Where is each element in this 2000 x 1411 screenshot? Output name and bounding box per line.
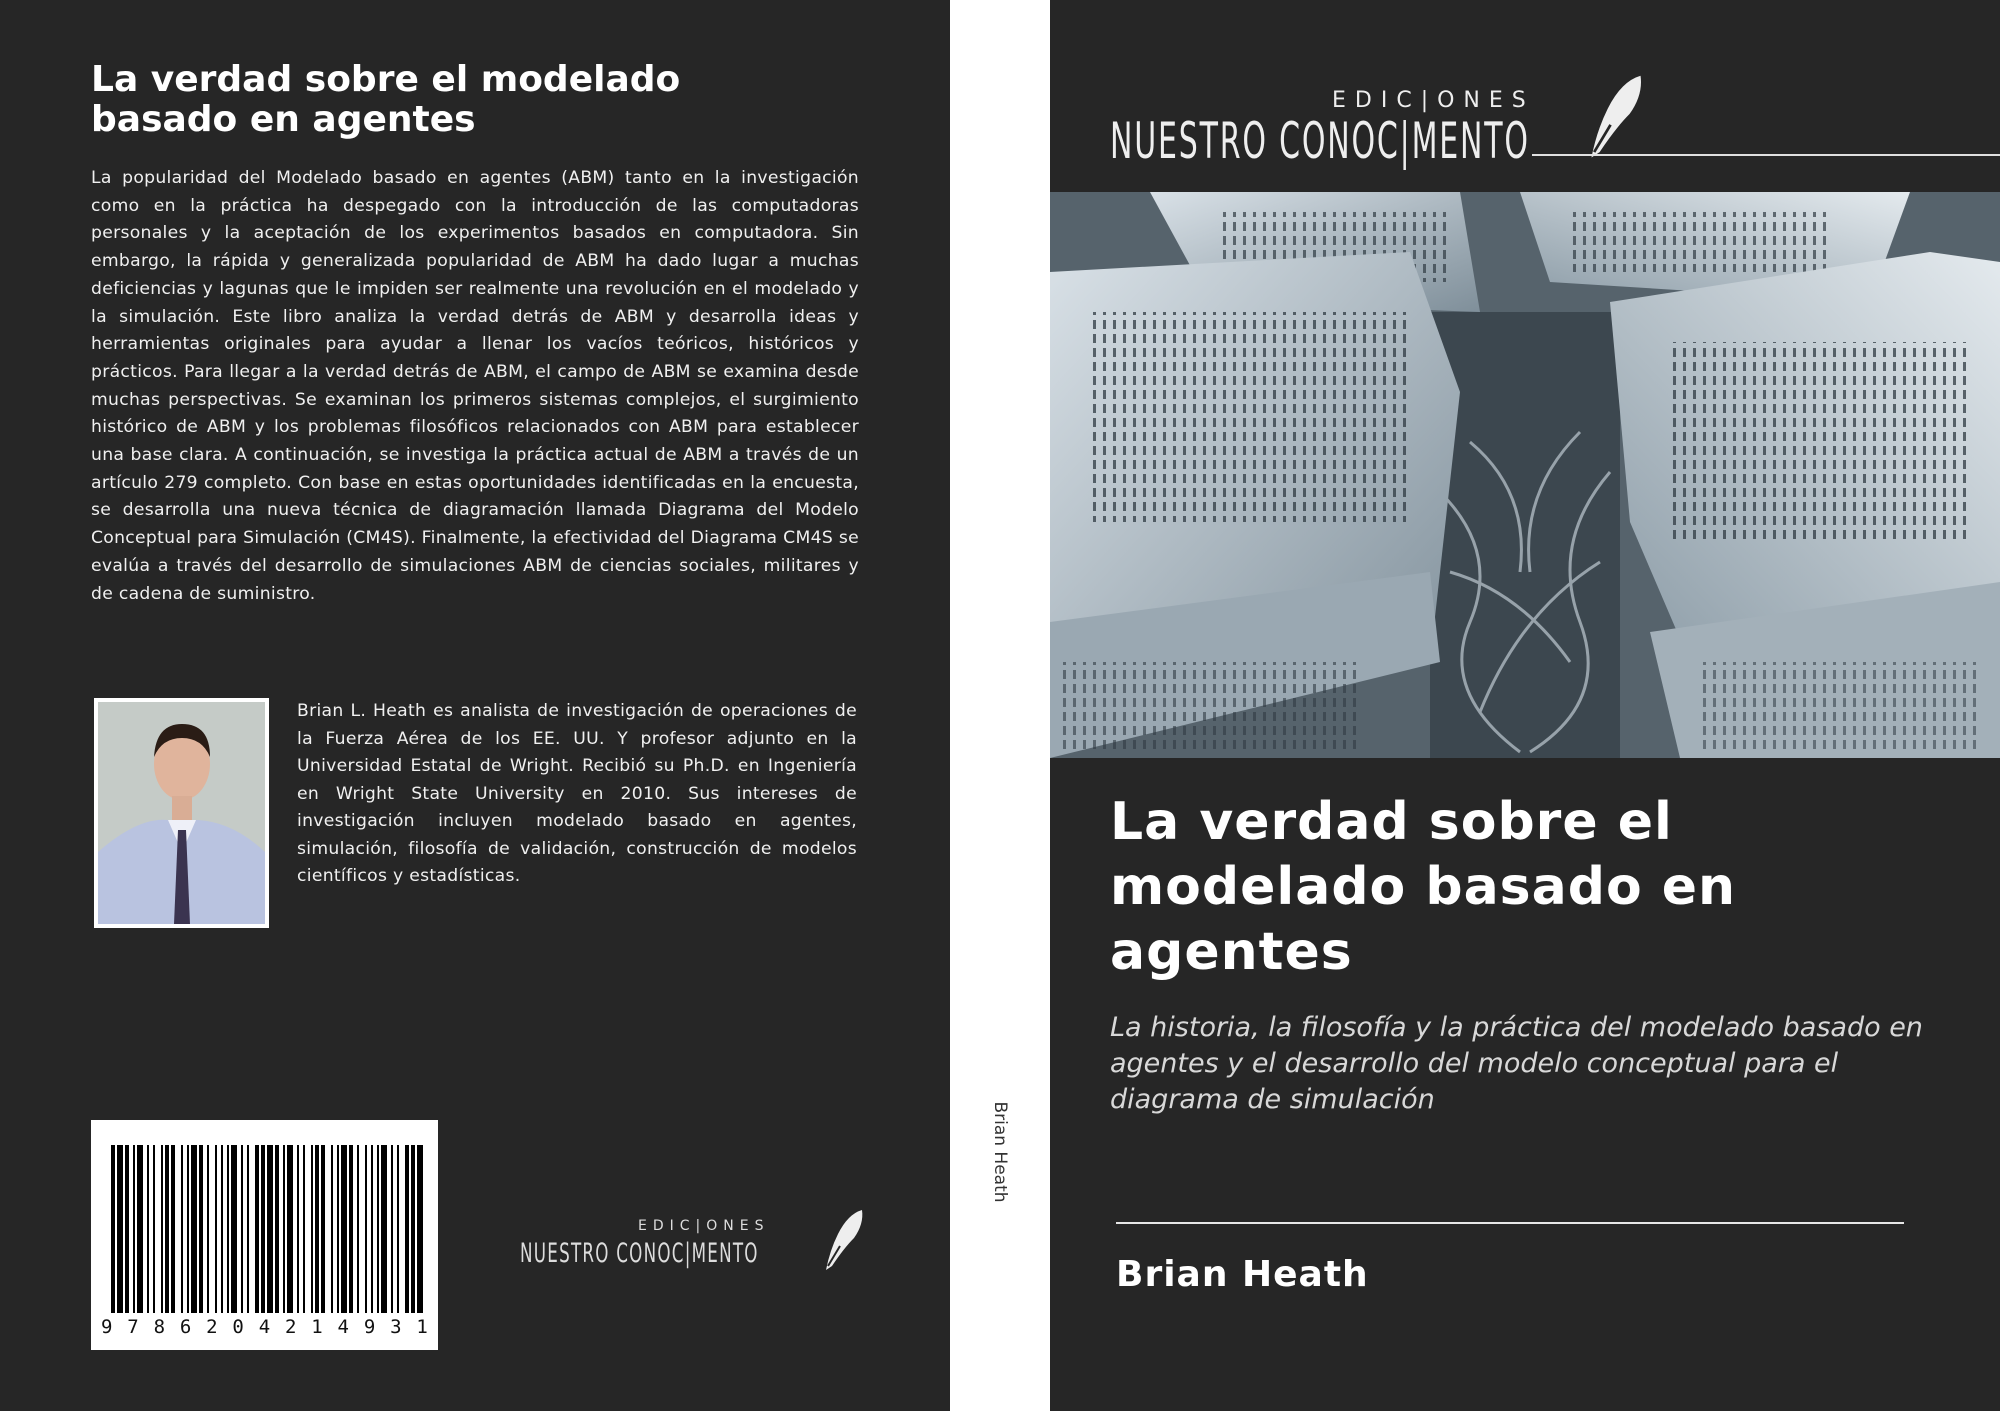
publisher-line1: EDIC|ONES xyxy=(638,1218,770,1234)
front-cover xyxy=(1050,0,2000,1411)
publisher-line2: NUESTRO CONOC|MENTO xyxy=(520,1238,759,1269)
back-cover-blurb: La popularidad del Modelado basado en agentes (ABM) tanto en la investigación como en la práctica ha despegado con la introducción de las computadoras personales y la aceptación de los experimentos basados en computadora. Sin embargo, la rápida y generalizada popularidad de ABM ha dado lugar a muchas deficiencias y lagunas que le impiden ser realmente una revolución en el modelado y la simulación. Este libro analiza la verdad detrás de ABM y desarrolla ideas y herramientas originales para ayudar a llenar los vacíos teóricos, históricos y prácticos. Para llegar a la verdad detrás de ABM, el campo de ABM se examina desde muchas perspectivas. Se examinan los primeros sistemas complejos, el surgimiento histórico de ABM y los problemas filosóficos relacionados con ABM para establecer una base clara. A continuación, se investiga la práctica actual de ABM a través de un artículo 279 completo. Con base en estas oportunidades identificadas en la encuesta, se desarrolla una nueva técnica de diagramación llamada Diagrama del Modelo Conceptual para Simulación (CM4S). Finalmente, la efectividad del Diagrama CM4S se evalúa a través del desarrollo de simulaciones ABM de ciencias sociales, militares y de cadena de suministro. xyxy=(91,168,859,604)
publisher-line1: EDIC|ONES xyxy=(1332,88,1535,113)
isbn-digit: 2 xyxy=(206,1316,218,1338)
isbn-digit: 1 xyxy=(416,1316,428,1338)
author-photo xyxy=(94,698,269,928)
cover-image-computers xyxy=(1050,192,2000,758)
isbn-digit: 8 xyxy=(153,1316,166,1338)
barcode-icon xyxy=(91,1120,438,1320)
isbn-digit: 9 xyxy=(363,1316,376,1338)
front-cover-title: La verdad sobre el modelado basado en agentes xyxy=(1110,792,1737,982)
isbn-digit: 4 xyxy=(258,1316,271,1338)
fountain-pen-nib-icon xyxy=(1586,72,1646,164)
isbn-digit: 0 xyxy=(232,1316,244,1338)
isbn-digit: 2 xyxy=(284,1316,297,1338)
publisher-line2: NUESTRO CONOC|MENTO xyxy=(1110,112,1530,170)
computer-monitors-image xyxy=(1050,192,2000,758)
author-rule xyxy=(1116,1222,1904,1224)
back-cover xyxy=(0,0,950,1411)
fountain-pen-nib-icon xyxy=(822,1208,866,1274)
isbn-digit: 9 xyxy=(101,1316,113,1338)
back-cover-title: La verdad sobre el modelado basado en agentes xyxy=(91,59,681,140)
isbn-digits xyxy=(91,1316,438,1344)
author-bio: Brian L. Heath es analista de investigación de operaciones de la Fuerza Aérea de los EE. UU. Y profesor adjunto en la Universidad Estatal de Wright. Recibió su Ph.D. en Ingeniería en Wright State University en 2010. Sus intereses de investigación incluyen modelado basado en agentes, simulación, filosofía de validación, construcción de modelos científicos y estadísticas. xyxy=(297,701,857,886)
isbn-digit: 7 xyxy=(127,1316,139,1338)
isbn-barcode xyxy=(91,1120,438,1350)
isbn-digit: 6 xyxy=(179,1316,192,1338)
front-cover-subtitle: La historia, la filosofía y la práctica del modelado basado en agentes y el desarrollo del modelo conceptual para el diagrama de simulación xyxy=(1110,1012,1923,1115)
isbn-digit: 1 xyxy=(311,1316,323,1338)
isbn-digit: 3 xyxy=(390,1316,402,1338)
front-cover-author: Brian Heath xyxy=(1116,1254,1369,1295)
isbn-digit: 4 xyxy=(337,1316,349,1338)
publisher-rule xyxy=(1532,154,2000,156)
back-publisher-logo xyxy=(520,1218,810,1278)
spine-author: Brian Heath xyxy=(990,1101,1010,1203)
